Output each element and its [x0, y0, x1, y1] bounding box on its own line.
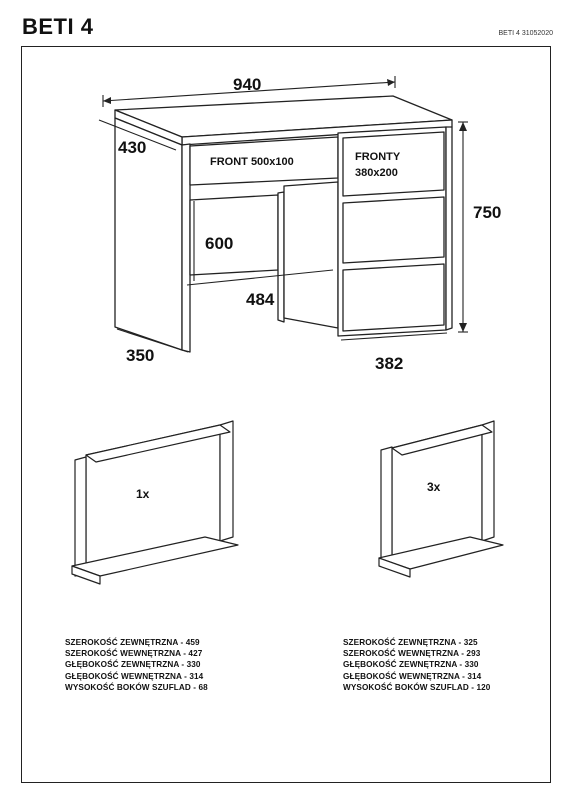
- drawer-front-3: [343, 264, 444, 331]
- narrow-drawer-right-side: [482, 421, 494, 541]
- right-column-side: [446, 127, 452, 330]
- wide-drawer-quantity: 1x: [136, 487, 150, 501]
- page-title: BETI 4: [22, 14, 94, 39]
- spec-line: GŁĘBOKOŚĆ WEWNĘTRZNA - 314: [65, 671, 204, 681]
- spec-line: GŁĘBOKOŚĆ ZEWNĘTRZNA - 330: [65, 660, 201, 670]
- left-carcass-front: [182, 144, 190, 352]
- spec-line: WYSOKOŚĆ BOKÓW SZUFLAD - 68: [65, 682, 208, 692]
- wide-drawer-left-side: [75, 457, 86, 576]
- spec-line: SZEROKOŚĆ WEWNĘTRZNA - 427: [65, 649, 203, 659]
- wide-drawer-specs: [65, 637, 208, 693]
- drawer-front-2: [343, 197, 444, 263]
- spec-line: SZEROKOŚĆ ZEWNĘTRZNA - 459: [65, 638, 200, 647]
- inner-height-value: 600: [205, 234, 234, 253]
- height-value: 750: [473, 203, 502, 222]
- narrow-drawer-diagram: [379, 421, 503, 577]
- document-code: BETI 4 31052020: [498, 30, 553, 37]
- narrow-drawer-left-side: [381, 447, 392, 566]
- knee-width-value: 484: [246, 290, 275, 309]
- drawer-front-1: [343, 132, 444, 196]
- wide-drawer-diagram: [72, 421, 238, 584]
- narrow-drawer-specs: [343, 637, 490, 693]
- side-depth-value: 350: [126, 346, 155, 365]
- spec-line: GŁĘBOKOŚĆ WEWNĘTRZNA - 314: [343, 671, 482, 681]
- spec-line: WYSOKOŚĆ BOKÓW SZUFLAD - 120: [343, 682, 491, 692]
- drawer-width-value: 382: [375, 354, 404, 373]
- left-column-panel: [190, 195, 278, 275]
- spec-line: SZEROKOŚĆ WEWNĘTRZNA - 293: [343, 649, 481, 659]
- back-panel: [284, 182, 338, 328]
- left-column-divider: [278, 192, 284, 322]
- width-value: 940: [233, 75, 262, 94]
- front-label: FRONT 500x100: [210, 156, 294, 168]
- fronty-size-label: 380x200: [355, 167, 398, 179]
- spec-line: SZEROKOŚĆ ZEWNĘTRZNA - 325: [343, 638, 478, 647]
- spec-line: GŁĘBOKOŚĆ ZEWNĘTRZNA - 330: [343, 660, 479, 670]
- narrow-drawer-quantity: 3x: [427, 480, 441, 494]
- depth-value: 430: [118, 138, 147, 157]
- wide-drawer-right-side: [220, 421, 233, 541]
- fronty-label: FRONTY: [355, 151, 401, 163]
